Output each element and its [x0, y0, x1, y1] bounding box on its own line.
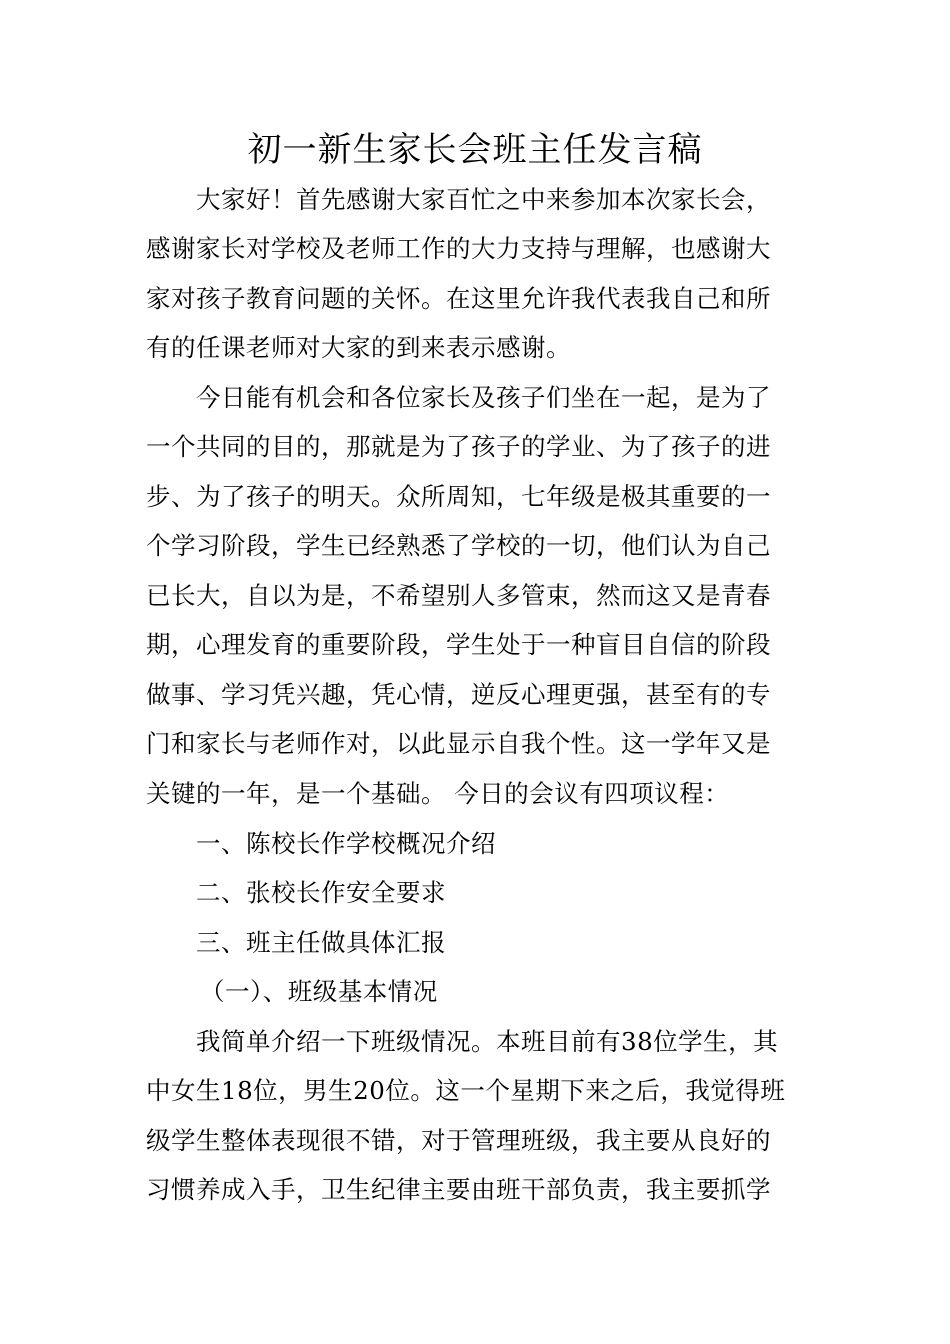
paragraph-line: 感谢家长对学校及老师工作的大力支持与理解，也感谢大 [146, 234, 771, 263]
paragraph-line: 习惯养成入手，卫生纪律主要由班干部负责，我主要抓学 [146, 1175, 771, 1204]
paragraph-line: 大家好！首先感谢大家百忙之中来参加本次家长会， [196, 185, 771, 214]
paragraph-line: 一个共同的目的，那就是为了孩子的学业、为了孩子的进 [146, 432, 771, 461]
paragraph-line: 今日能有机会和各位家长及孩子们坐在一起，是为了 [196, 383, 771, 412]
paragraph-line: 个学习阶段，学生已经熟悉了学校的一切，他们认为自己 [146, 531, 771, 560]
paragraph-line: 级学生整体表现很不错，对于管理班级，我主要从良好的 [146, 1126, 771, 1155]
paragraph-line: 步、为了孩子的明天。众所周知，七年级是极其重要的一 [146, 482, 771, 511]
paragraph-line: 做事、学习凭兴趣，凭心情，逆反心理更强，甚至有的专 [146, 680, 771, 709]
paragraph-line: 关键的一年，是一个基础。 今日的会议有四项议程： [146, 779, 730, 808]
paragraph-line: 有的任课老师对大家的到来表示感谢。 [146, 333, 571, 362]
paragraph-line: 期，心理发育的重要阶段，学生处于一种盲目自信的阶段 [146, 630, 771, 659]
paragraph-line: 我简单介绍一下班级情况。本班目前有38位学生，其 [196, 1027, 779, 1056]
paragraph-line: 已长大，自以为是，不希望别人多管束，然而这又是青春 [146, 581, 771, 610]
document-title: 初一新生家长会班主任发言稿 [247, 130, 703, 170]
section-heading: （一）、班级基本情况 [200, 977, 438, 1006]
paragraph-line: 门和家长与老师作对，以此显示自我个性。这一学年又是 [146, 729, 771, 758]
agenda-item: 一、陈校长作学校概况介绍 [196, 829, 496, 858]
agenda-item: 二、张校长作安全要求 [196, 878, 446, 907]
paragraph-line: 家对孩子教育问题的关怀。在这里允许我代表我自己和所 [146, 284, 771, 313]
paragraph-line: 中女生18位，男生20位。这一个星期下来之后，我觉得班 [146, 1076, 786, 1105]
agenda-item: 三、班主任做具体汇报 [196, 928, 446, 957]
